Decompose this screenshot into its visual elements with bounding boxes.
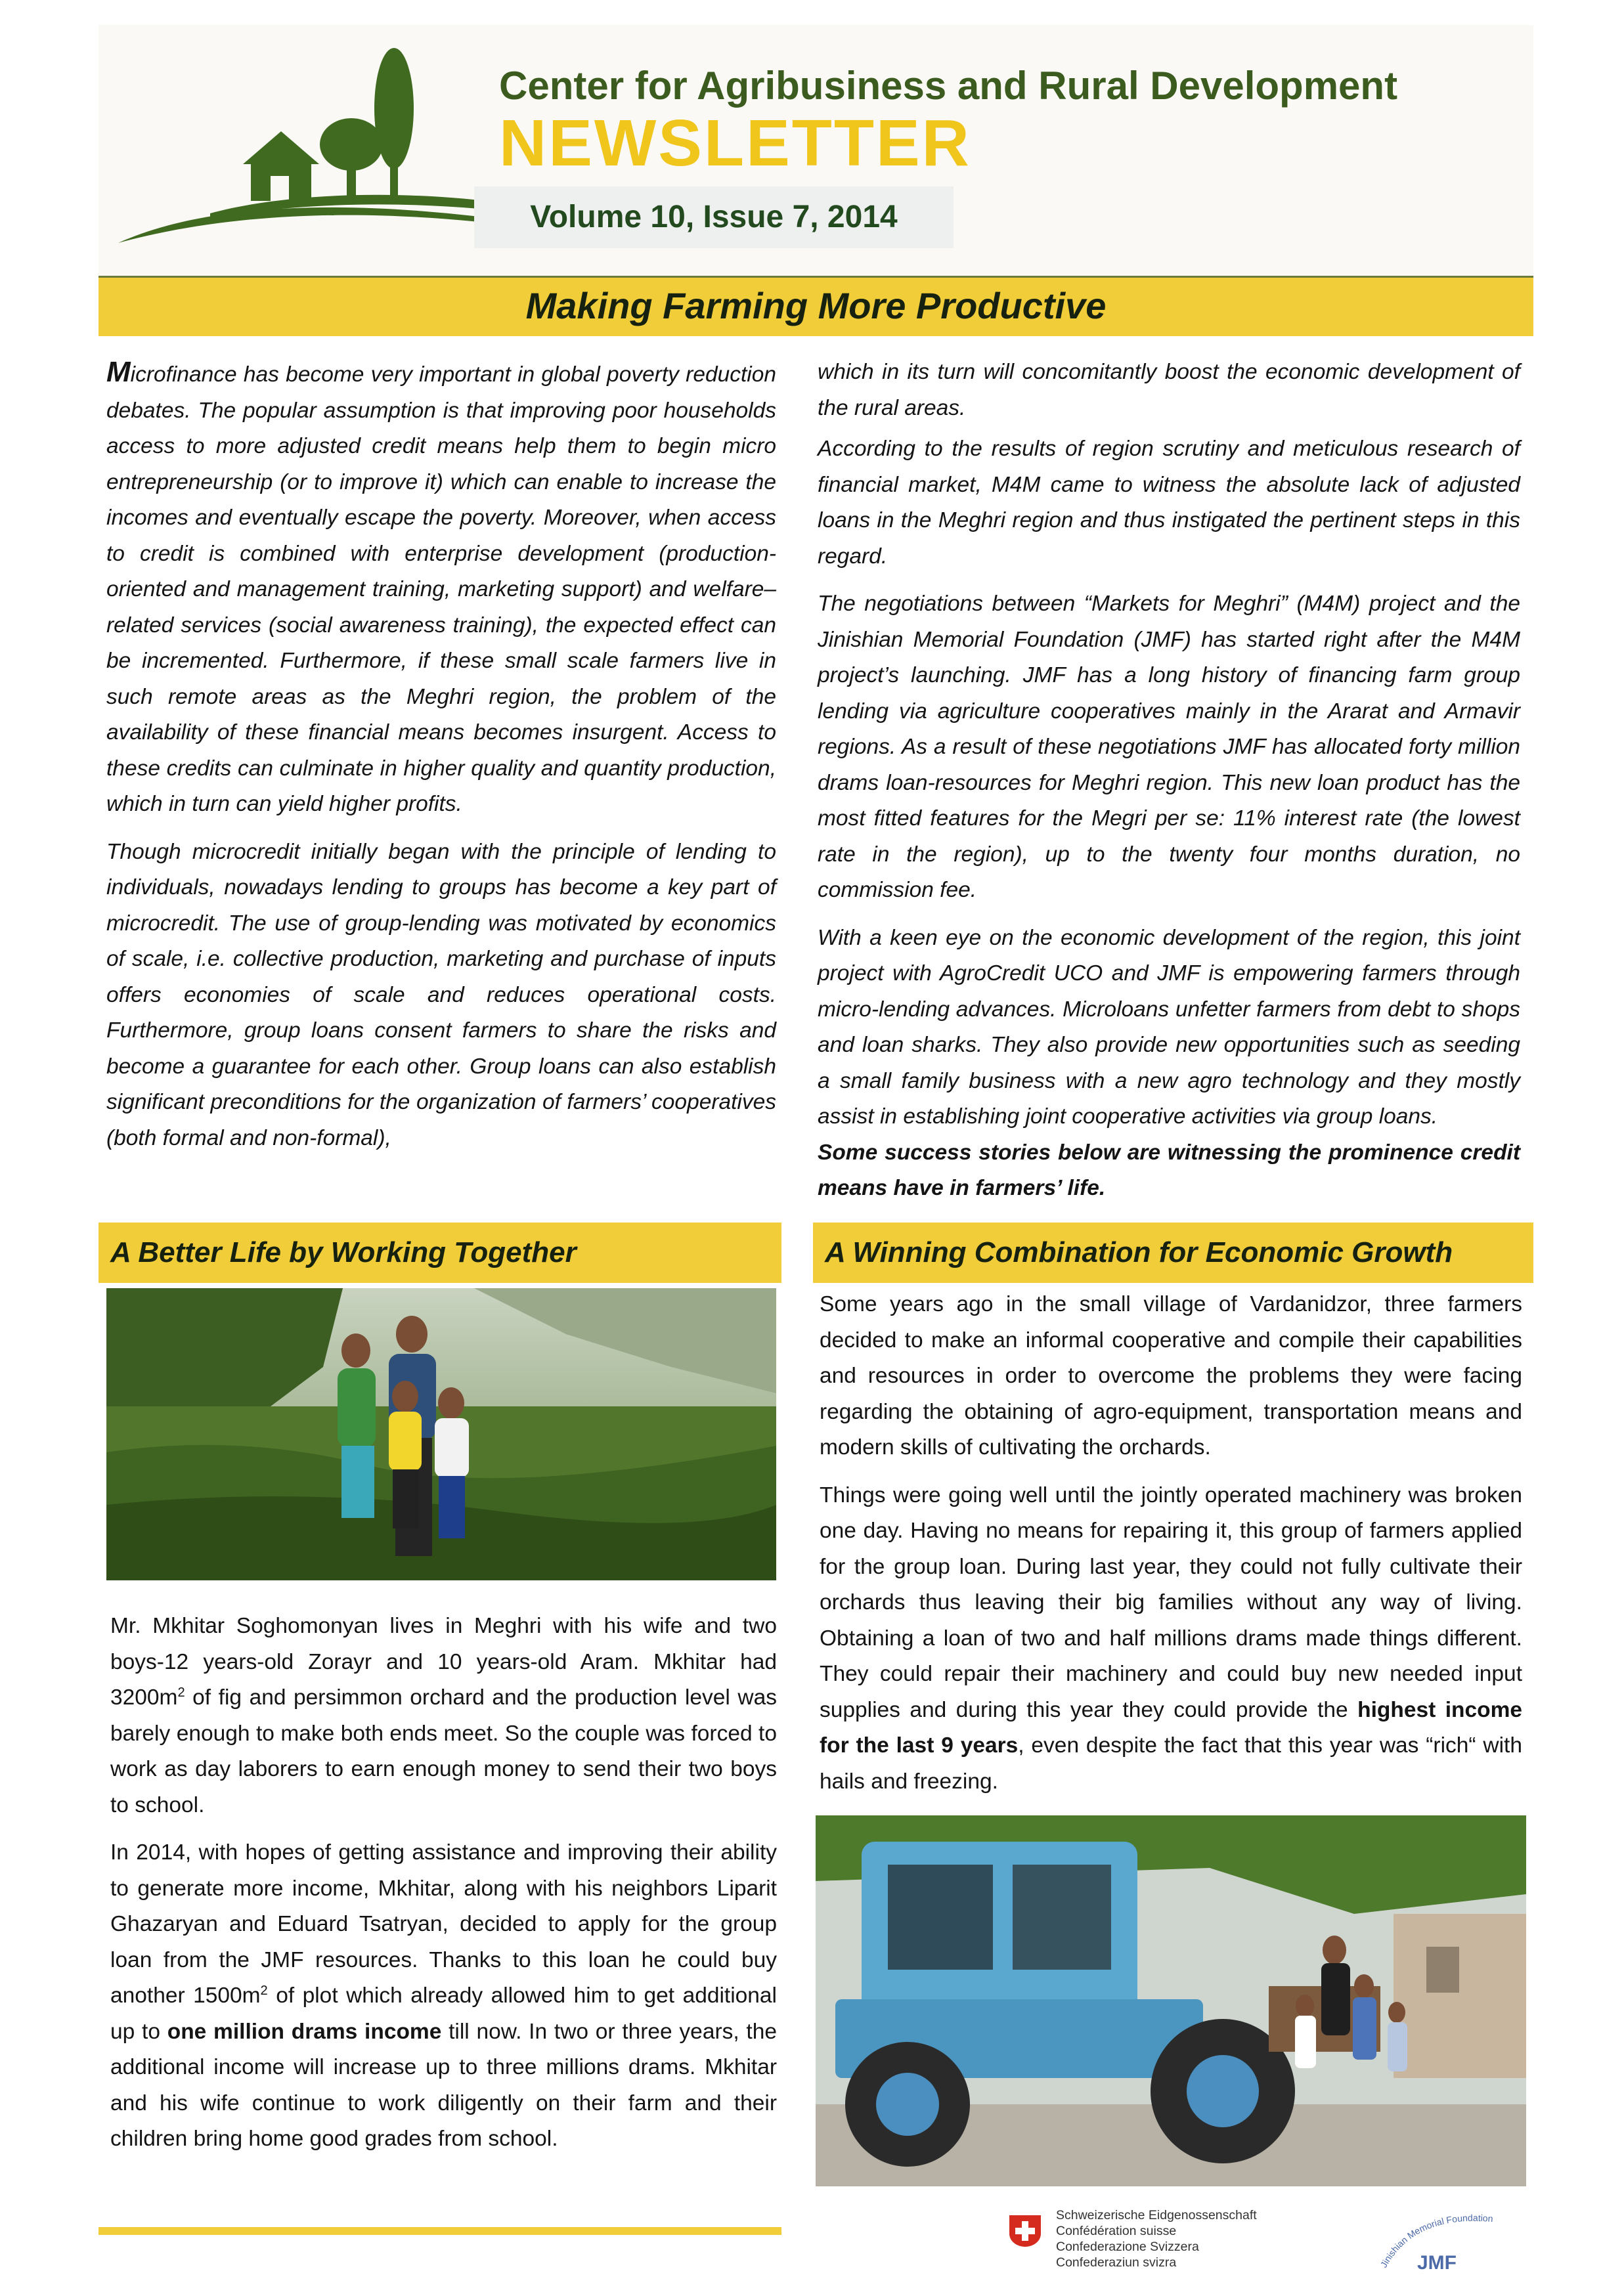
intro-paragraph-3: which in its turn will concomitantly boost the economic development of the rural areas. [818, 360, 1520, 420]
logo-icon [112, 46, 479, 243]
story1-title: A Better Life by Working Together [110, 1236, 577, 1268]
intro-left-column [106, 355, 776, 1168]
intro-paragraph-1: Microfinance has become very important in global poverty reduction debates. The popular assumption is that improving poor households access to more adjusted credit means help them to begin micro entrepreneurship (or to improve it) which can enable to increase the incomes and eventually escape the poverty. Moreover, when access to credit is combined with enterprise development (production-oriented and management training, marketing support) and welfare–related services (social awareness training), the expected effect can be incremented. Furthermore, if these small scale farmers live in such remote areas as the Meghri region, the problem of the availability of these financial means becomes insurgent. Access to these credits can culminate in higher quality and quantity production, which in turn can yield higher profits. [106, 356, 776, 816]
story2-paragraph-1: Some years ago in the small village of Vardanidzor, three farmers decided to make an informal cooperative and compile their capabilities and resources in order to overcome the problems they were facing regarding the obtaining of agro-equipment, transportation means and modern skills of cultivating the orchards. [820, 1292, 1522, 1460]
jmf-label: JMF [1417, 2252, 1457, 2274]
story1-paragraph-2: In 2014, with hopes of getting assistance and improving their ability to generate more income, Mkhitar, along with his neighbors Liparit Ghazaryan and Eduard Tsatryan, decided to apply for the group loan from the JMF resources. Thanks to this loan he could buy another $1500m^2$ of plot which already allowed him to get additional up to one million drams income till now. In two or three years, the additional income will increase up to three millions drams. Mkhitar and his wife continue to work diligently on their farm and their children bring home good grades from school. [110, 1840, 778, 2151]
story2-paragraph-2: Things were going well until the jointly operated machinery was broken one day. Having no means for repairing it, this group of farmers applied for the group loan. During last year, they could not fully cultivate their orchards thus leaving their big families without any way of living. Obtaining a loan of two and half millions drams made things different. They could repair their machinery and could buy new needed input supplies and during this year they could provide the highest income for the last 9 years, even despite the fact that this year was “rich“ with hails and freezing. [820, 1483, 1522, 1794]
intro-paragraph-4: According to the results of region scrutiny and meticulous research of financial market, M4M came to witness the absolute lack of adjusted loans in the Meghri region and thus instigated the pertinent steps in this regard. [818, 437, 1520, 569]
issue-volume: Volume 10, Issue 7, 2014 [530, 200, 898, 234]
tractor-photo [816, 1815, 1526, 2186]
story2-title: A Winning Combination for Economic Growth [825, 1236, 1453, 1268]
swiss-flag-icon [1008, 2214, 1042, 2248]
intro-paragraph-6: With a keen eye on the economic development of the region, this joint project with AgroCredit UCO and JMF is empowering farmers through micro-lending advances. Microloans unfetter farmers from debt to shops and loan sharks. They also provide new opportunities such as seeding a small family business with a new agro technology and they mostly assist in establishing joint cooperative activities via group loans. [818, 925, 1520, 1129]
story1-paragraph-1: Mr. Mkhitar Soghomonyan lives in Meghri with his wife and two boys-12 years-old Zorayr and 10 years-old Aram. Mkhitar had $3200m^2$ of fig and persimmon orchard and the production level was barely enough to make both ends meet. So the couple was forced to work as day laborers to earn enough money to send their two boys to school. [110, 1614, 777, 1817]
main-article-title: Making Farming More Productive [525, 285, 1107, 326]
svg-text:Jinishian Memorial Foundation: Jinishian Memorial Foundation [1378, 2212, 1494, 2270]
intro-paragraph-2: Though microcredit initially began with the principle of lending to individuals, nowadays lending to groups has become a key part of microcredit. The use of group-lending was motivated by economics of scale, i.e. collective production, marketing and purchase of inputs offers economies of scale and reduces operational costs. Furthermore, group loans consent farmers to share the risks and become a guarantee for each other. Group loans can also establish significant preconditions for the organization of farmers’ cooperatives (both formal and non-formal), [106, 839, 776, 1150]
intro-paragraph-7: Some success stories below are witnessing the prominence credit means have in farmers’ life. [818, 1140, 1520, 1200]
footer-rule [99, 2227, 781, 2235]
intro-right-column [818, 355, 1520, 1219]
story1-body [110, 1609, 777, 2169]
intro-paragraph-5: The negotiations between “Markets for Meghri” (M4M) project and the Jinishian Memorial Foundation (JMF) has started right after the M4M project’s launching. JMF has a long history of financing farm group lending via agriculture cooperatives mainly in the Ararat and Armavir regions. As a result of these negotiations JMF has allocated forty million drams loan-resources for Meghri region. This new loan product has the most fitted features for the Megri per se: 11% interest rate (the lowest rate in the region), up to the twenty four months duration, no commission fee. [818, 592, 1520, 902]
swiss-confederation-text: Schweizerische Eidgenossenschaft Confédération suisse Confederazione Svizzera Confederaziun svizra [1056, 2208, 1257, 2270]
family-photo [106, 1288, 776, 1580]
story2-body [820, 1287, 1522, 1811]
drop-cap: M [106, 356, 131, 388]
newsletter-wordmark: NEWSLETTER [499, 106, 971, 180]
org-name: Center for Agribusiness and Rural Development [499, 64, 1398, 108]
